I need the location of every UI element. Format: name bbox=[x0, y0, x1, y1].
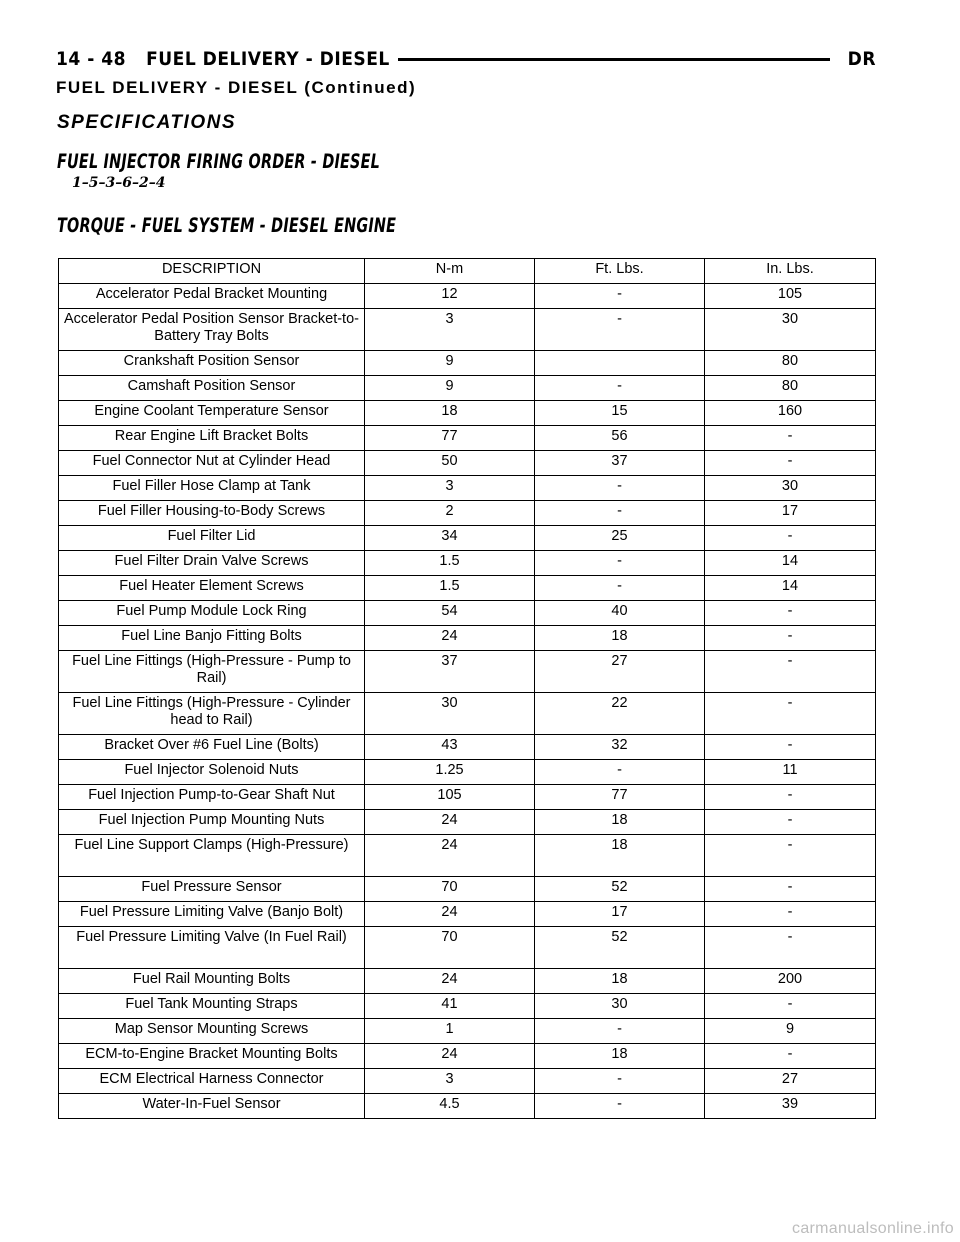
cell-ft-lbs: 22 bbox=[535, 693, 705, 735]
cell-ft-lbs: 27 bbox=[535, 651, 705, 693]
cell-description: Fuel Injector Solenoid Nuts bbox=[59, 760, 365, 785]
cell-ft-lbs: 52 bbox=[535, 927, 705, 969]
table-row bbox=[59, 902, 876, 927]
cell-in-lbs: 14 bbox=[705, 551, 876, 576]
cell-in-lbs: 11 bbox=[705, 760, 876, 785]
specifications-heading: SPECIFICATIONS bbox=[57, 112, 236, 133]
cell-ft-lbs: - bbox=[535, 376, 705, 401]
cell-in-lbs: 39 bbox=[705, 1094, 876, 1119]
cell-in-lbs: - bbox=[705, 601, 876, 626]
cell-nm: 1.25 bbox=[365, 760, 535, 785]
cell-nm: 24 bbox=[365, 626, 535, 651]
cell-description: Camshaft Position Sensor bbox=[59, 376, 365, 401]
cell-nm: 1.5 bbox=[365, 551, 535, 576]
table-row bbox=[59, 451, 876, 476]
table-body bbox=[59, 284, 876, 1119]
cell-in-lbs: - bbox=[705, 693, 876, 735]
firing-order-value: 1–5–3–6–2–4 bbox=[72, 175, 166, 191]
cell-ft-lbs: - bbox=[535, 501, 705, 526]
torque-heading: TORQUE - FUEL SYSTEM - DIESEL ENGINE bbox=[57, 214, 397, 237]
cell-nm: 2 bbox=[365, 501, 535, 526]
cell-nm: 3 bbox=[365, 309, 535, 351]
cell-in-lbs: - bbox=[705, 526, 876, 551]
table-row bbox=[59, 969, 876, 994]
cell-in-lbs: - bbox=[705, 626, 876, 651]
header-rule bbox=[398, 58, 830, 61]
cell-nm: 3 bbox=[365, 476, 535, 501]
continued-title: FUEL DELIVERY - DIESEL (Continued) bbox=[56, 78, 417, 97]
cell-description: Rear Engine Lift Bracket Bolts bbox=[59, 426, 365, 451]
cell-ft-lbs: 37 bbox=[535, 451, 705, 476]
cell-in-lbs: - bbox=[705, 735, 876, 760]
table-row bbox=[59, 401, 876, 426]
cell-nm: 4.5 bbox=[365, 1094, 535, 1119]
cell-ft-lbs: 52 bbox=[535, 877, 705, 902]
cell-description: Fuel Injection Pump Mounting Nuts bbox=[59, 810, 365, 835]
cell-nm: 54 bbox=[365, 601, 535, 626]
cell-ft-lbs: - bbox=[535, 1069, 705, 1094]
cell-in-lbs: 80 bbox=[705, 351, 876, 376]
table-row bbox=[59, 501, 876, 526]
page-number: 14 - 48 bbox=[56, 48, 127, 70]
table-row bbox=[59, 1069, 876, 1094]
cell-ft-lbs: - bbox=[535, 284, 705, 309]
cell-nm: 77 bbox=[365, 426, 535, 451]
table-row bbox=[59, 994, 876, 1019]
cell-nm: 12 bbox=[365, 284, 535, 309]
cell-ft-lbs: 25 bbox=[535, 526, 705, 551]
cell-in-lbs: 200 bbox=[705, 969, 876, 994]
cell-ft-lbs: 30 bbox=[535, 994, 705, 1019]
cell-nm: 9 bbox=[365, 376, 535, 401]
table-row bbox=[59, 376, 876, 401]
cell-in-lbs: 27 bbox=[705, 1069, 876, 1094]
table-row bbox=[59, 284, 876, 309]
table-row bbox=[59, 1094, 876, 1119]
cell-description: Fuel Pressure Limiting Valve (Banjo Bolt) bbox=[59, 902, 365, 927]
section-title: FUEL DELIVERY - DIESEL bbox=[146, 48, 390, 70]
cell-ft-lbs: - bbox=[535, 551, 705, 576]
cell-ft-lbs: 18 bbox=[535, 1044, 705, 1069]
table-row bbox=[59, 877, 876, 902]
cell-in-lbs: - bbox=[705, 927, 876, 969]
table-row bbox=[59, 1019, 876, 1044]
cell-description: Fuel Connector Nut at Cylinder Head bbox=[59, 451, 365, 476]
cell-nm: 30 bbox=[365, 693, 535, 735]
cell-description: Accelerator Pedal Bracket Mounting bbox=[59, 284, 365, 309]
cell-in-lbs: 14 bbox=[705, 576, 876, 601]
cell-nm: 24 bbox=[365, 810, 535, 835]
cell-ft-lbs: 18 bbox=[535, 969, 705, 994]
cell-in-lbs: 9 bbox=[705, 1019, 876, 1044]
table-row bbox=[59, 760, 876, 785]
cell-nm: 1.5 bbox=[365, 576, 535, 601]
cell-description: Fuel Injection Pump-to-Gear Shaft Nut bbox=[59, 785, 365, 810]
table-row bbox=[59, 426, 876, 451]
table-row bbox=[59, 651, 876, 693]
cell-ft-lbs bbox=[535, 351, 705, 376]
table-row bbox=[59, 735, 876, 760]
cell-in-lbs: 105 bbox=[705, 284, 876, 309]
cell-nm: 37 bbox=[365, 651, 535, 693]
table-row bbox=[59, 785, 876, 810]
cell-ft-lbs: 17 bbox=[535, 902, 705, 927]
cell-description: Fuel Rail Mounting Bolts bbox=[59, 969, 365, 994]
table-row bbox=[59, 810, 876, 835]
cell-ft-lbs: - bbox=[535, 760, 705, 785]
page-header bbox=[56, 44, 876, 74]
table-header-row bbox=[59, 259, 876, 284]
cell-ft-lbs: 77 bbox=[535, 785, 705, 810]
cell-description: Map Sensor Mounting Screws bbox=[59, 1019, 365, 1044]
cell-description: Fuel Line Banjo Fitting Bolts bbox=[59, 626, 365, 651]
cell-nm: 24 bbox=[365, 1044, 535, 1069]
cell-nm: 50 bbox=[365, 451, 535, 476]
cell-nm: 3 bbox=[365, 1069, 535, 1094]
cell-description: Fuel Pressure Limiting Valve (In Fuel Rail) bbox=[59, 927, 365, 969]
cell-nm: 24 bbox=[365, 969, 535, 994]
cell-in-lbs: - bbox=[705, 877, 876, 902]
cell-nm: 34 bbox=[365, 526, 535, 551]
cell-ft-lbs: - bbox=[535, 476, 705, 501]
cell-ft-lbs: 32 bbox=[535, 735, 705, 760]
cell-nm: 105 bbox=[365, 785, 535, 810]
cell-nm: 70 bbox=[365, 927, 535, 969]
table-row bbox=[59, 1044, 876, 1069]
cell-nm: 9 bbox=[365, 351, 535, 376]
cell-in-lbs: 17 bbox=[705, 501, 876, 526]
cell-description: Fuel Filter Drain Valve Screws bbox=[59, 551, 365, 576]
cell-ft-lbs: - bbox=[535, 1019, 705, 1044]
cell-in-lbs: 80 bbox=[705, 376, 876, 401]
table-row bbox=[59, 601, 876, 626]
cell-in-lbs: - bbox=[705, 651, 876, 693]
cell-in-lbs: - bbox=[705, 451, 876, 476]
cell-ft-lbs: 18 bbox=[535, 810, 705, 835]
column-header-ft-lbs: Ft. Lbs. bbox=[535, 259, 705, 284]
cell-description: Bracket Over #6 Fuel Line (Bolts) bbox=[59, 735, 365, 760]
table-row bbox=[59, 693, 876, 735]
cell-description: Fuel Filler Housing-to-Body Screws bbox=[59, 501, 365, 526]
cell-description: Fuel Pump Module Lock Ring bbox=[59, 601, 365, 626]
cell-description: Crankshaft Position Sensor bbox=[59, 351, 365, 376]
cell-description: Fuel Heater Element Screws bbox=[59, 576, 365, 601]
cell-ft-lbs: - bbox=[535, 576, 705, 601]
table-row bbox=[59, 526, 876, 551]
cell-description: Fuel Pressure Sensor bbox=[59, 877, 365, 902]
cell-in-lbs: 160 bbox=[705, 401, 876, 426]
cell-nm: 24 bbox=[365, 902, 535, 927]
table-row bbox=[59, 551, 876, 576]
cell-in-lbs: - bbox=[705, 785, 876, 810]
watermark: carmanualsonline.info bbox=[792, 1220, 954, 1237]
cell-description: Fuel Line Fittings (High-Pressure - Cylinder head to Rail) bbox=[59, 693, 365, 735]
cell-description: Water-In-Fuel Sensor bbox=[59, 1094, 365, 1119]
column-header-in-lbs: In. Lbs. bbox=[705, 259, 876, 284]
table-row bbox=[59, 351, 876, 376]
cell-in-lbs: - bbox=[705, 994, 876, 1019]
cell-ft-lbs: 40 bbox=[535, 601, 705, 626]
cell-description: Fuel Line Fittings (High-Pressure - Pump to Rail) bbox=[59, 651, 365, 693]
cell-in-lbs: 30 bbox=[705, 476, 876, 501]
cell-description: ECM-to-Engine Bracket Mounting Bolts bbox=[59, 1044, 365, 1069]
cell-description: Fuel Filler Hose Clamp at Tank bbox=[59, 476, 365, 501]
cell-description: Fuel Tank Mounting Straps bbox=[59, 994, 365, 1019]
table-row bbox=[59, 309, 876, 351]
cell-ft-lbs: 18 bbox=[535, 626, 705, 651]
cell-nm: 70 bbox=[365, 877, 535, 902]
cell-description: Fuel Line Support Clamps (High-Pressure) bbox=[59, 835, 365, 877]
table-row bbox=[59, 576, 876, 601]
table-row bbox=[59, 626, 876, 651]
torque-table bbox=[58, 258, 876, 1119]
cell-nm: 24 bbox=[365, 835, 535, 877]
cell-ft-lbs: 56 bbox=[535, 426, 705, 451]
cell-in-lbs: - bbox=[705, 426, 876, 451]
table-row bbox=[59, 476, 876, 501]
column-header-description: DESCRIPTION bbox=[59, 259, 365, 284]
firing-order-heading: FUEL INJECTOR FIRING ORDER - DIESEL bbox=[57, 150, 381, 173]
cell-in-lbs: - bbox=[705, 902, 876, 927]
cell-nm: 41 bbox=[365, 994, 535, 1019]
table-row bbox=[59, 927, 876, 969]
cell-in-lbs: 30 bbox=[705, 309, 876, 351]
cell-nm: 43 bbox=[365, 735, 535, 760]
cell-in-lbs: - bbox=[705, 810, 876, 835]
cell-nm: 1 bbox=[365, 1019, 535, 1044]
cell-in-lbs: - bbox=[705, 1044, 876, 1069]
table-row bbox=[59, 835, 876, 877]
cell-ft-lbs: 15 bbox=[535, 401, 705, 426]
cell-description: Engine Coolant Temperature Sensor bbox=[59, 401, 365, 426]
cell-description: Accelerator Pedal Position Sensor Bracket-to-Battery Tray Bolts bbox=[59, 309, 365, 351]
cell-ft-lbs: 18 bbox=[535, 835, 705, 877]
cell-ft-lbs: - bbox=[535, 1094, 705, 1119]
cell-description: ECM Electrical Harness Connector bbox=[59, 1069, 365, 1094]
cell-nm: 18 bbox=[365, 401, 535, 426]
model-code: DR bbox=[847, 48, 876, 70]
column-header-nm: N-m bbox=[365, 259, 535, 284]
cell-ft-lbs: - bbox=[535, 309, 705, 351]
cell-description: Fuel Filter Lid bbox=[59, 526, 365, 551]
cell-in-lbs: - bbox=[705, 835, 876, 877]
